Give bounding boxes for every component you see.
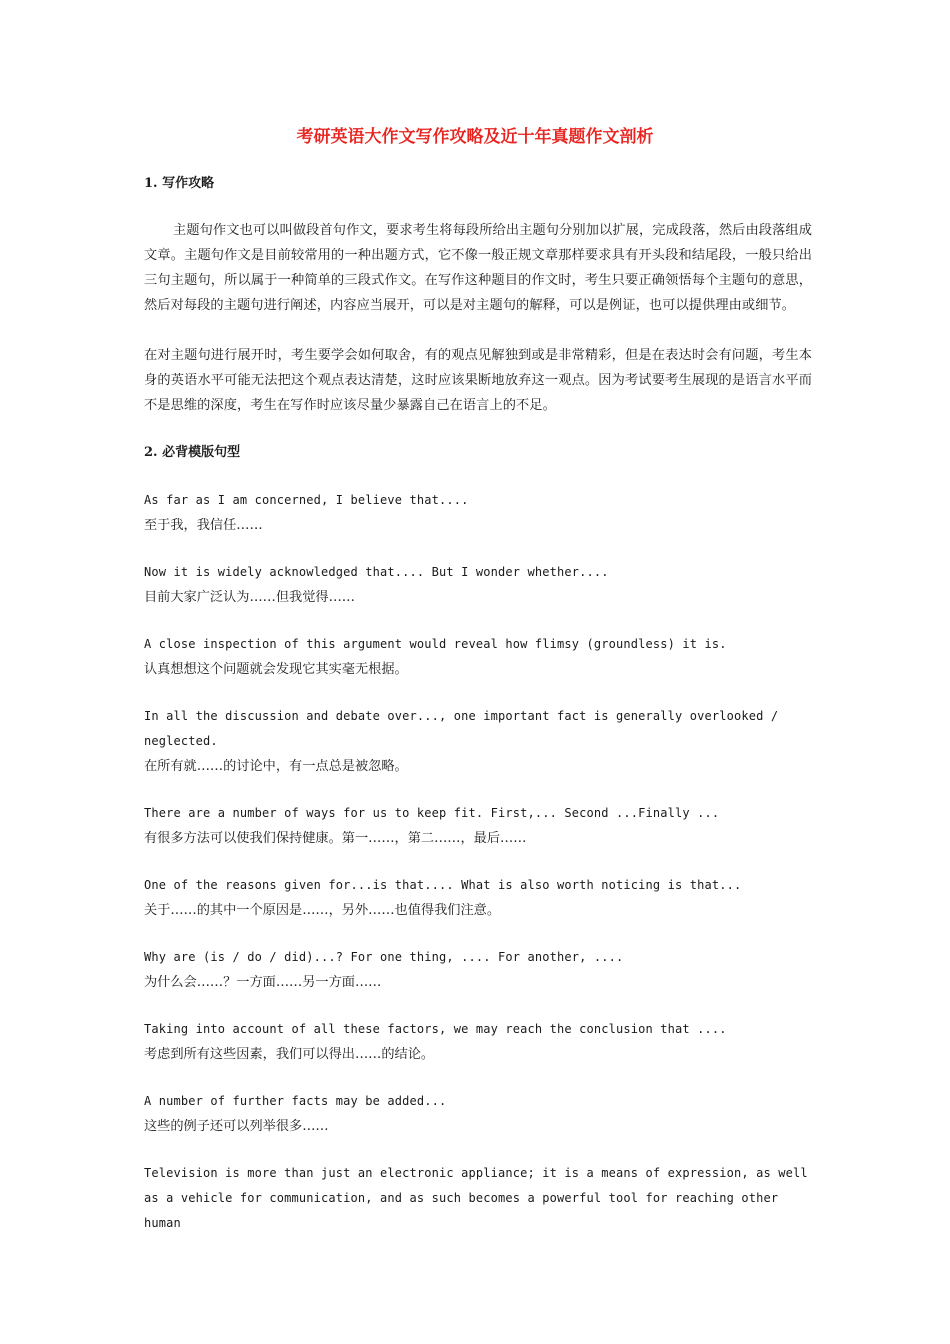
pattern-chinese: 至于我，我信任……: [144, 518, 263, 533]
pattern-english: As far as I am concerned, I believe that....: [144, 493, 469, 507]
pattern-english: One of the reasons given for...is that.... What is also worth noticing is that...: [144, 878, 742, 892]
body-paragraph: 主题句作文也可以叫做段首句作文，要求考生将每段所给出主题句分别加以扩展，完成段落，然后由段落组成文章。主题句作文是目前较常用的一种出题方式，它不像一般正规文章那样要求具有开头段和结尾段，一般只给出三句主题句，所以属于一种简单的三段式作文。在写作这种题目的作文时，考生只要正确领悟每个主题句的意思，然后对每段的主题句进行阐述，内容应当展开，可以是对主题句的解释，可以是例证，也可以提供理由或细节。: [144, 223, 812, 313]
section-heading-writing-strategy: 1. 写作攻略: [144, 176, 215, 191]
document-title: 考研英语大作文写作攻略及近十年真题作文剖析: [296, 127, 654, 147]
pattern-english: A number of further facts may be added...: [144, 1094, 447, 1108]
pattern-english: In all the discussion and debate over..., one important fact is generally overlooked / neglected.: [144, 709, 779, 748]
pattern-english: Television is more than just an electronic appliance; it is a means of expression, as well as a vehicle for communication, and as such becomes a powerful tool for reaching other human: [144, 1166, 808, 1230]
pattern-english: A close inspection of this argument would reveal how flimsy (groundless) it is.: [144, 637, 727, 651]
pattern-chinese: 为什么会……？一方面……另一方面……: [144, 975, 382, 990]
pattern-chinese: 在所有就……的讨论中，有一点总是被忽略。: [144, 759, 408, 774]
pattern-chinese: 目前大家广泛认为……但我觉得……: [144, 590, 355, 605]
sentence-pattern: [144, 1089, 812, 1139]
pattern-english: Why are (is / do / did)...? For one thing, .... For another, ....: [144, 950, 624, 964]
sentence-pattern: [144, 632, 812, 682]
sentence-pattern: [144, 873, 812, 923]
sentence-pattern: [144, 1017, 812, 1067]
sentence-pattern: [144, 801, 812, 851]
pattern-english: Taking into account of all these factors, we may reach the conclusion that ....: [144, 1022, 727, 1036]
section-heading-template-sentences: 2. 必背模版句型: [144, 445, 241, 460]
pattern-chinese: 这些的例子还可以列举很多……: [144, 1119, 329, 1134]
pattern-chinese: 有很多方法可以使我们保持健康。第一……，第二……，最后……: [144, 831, 527, 846]
sentence-pattern: [144, 704, 812, 779]
sentence-pattern: [144, 945, 812, 995]
sentence-pattern: [144, 1161, 812, 1236]
pattern-english: There are a number of ways for us to keep fit. First,... Second ...Finally ...: [144, 806, 720, 820]
pattern-chinese: 认真想想这个问题就会发现它其实毫无根据。: [144, 662, 408, 677]
pattern-chinese: 关于……的其中一个原因是……，另外……也值得我们注意。: [144, 903, 501, 918]
sentence-pattern: [144, 488, 812, 538]
sentence-pattern: [144, 560, 812, 610]
pattern-english: Now it is widely acknowledged that.... But I wonder whether....: [144, 565, 609, 579]
body-paragraph: 在对主题句进行展开时，考生要学会如何取舍，有的观点见解独到或是非常精彩，但是在表达时会有问题，考生本身的英语水平可能无法把这个观点表达清楚，这时应该果断地放弃这一观点。因为考试要考生展现的是语言水平而不是思维的深度，考生在写作时应该尽量少暴露自己在语言上的不足。: [144, 348, 812, 413]
pattern-chinese: 考虑到所有这些因素，我们可以得出……的结论。: [144, 1047, 435, 1062]
